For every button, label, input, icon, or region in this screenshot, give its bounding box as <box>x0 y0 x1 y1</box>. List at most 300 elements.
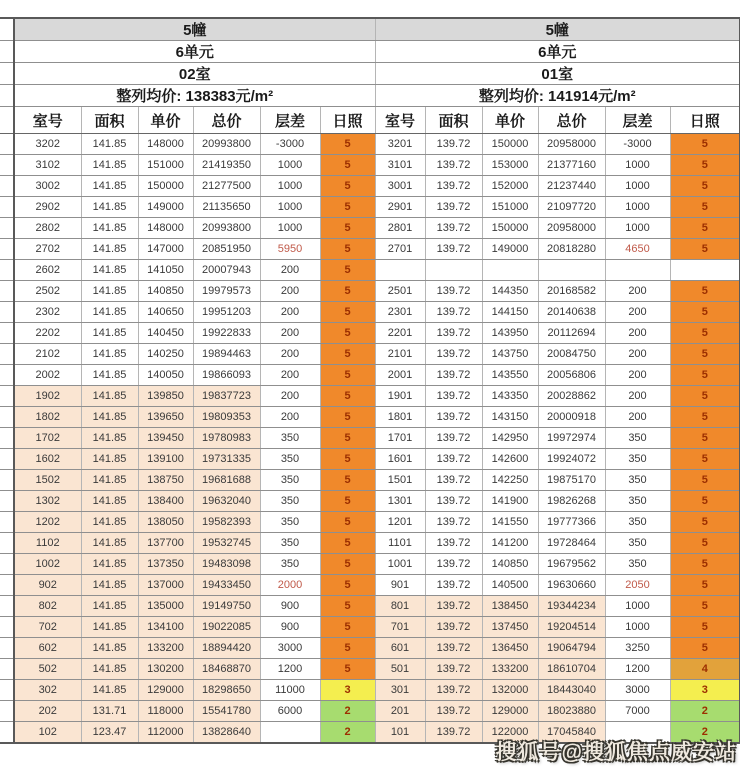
table-row <box>0 260 740 281</box>
left-cell-area: 141.85 <box>81 575 138 596</box>
right-cell-sunshine <box>670 260 740 281</box>
left-cell-sunshine: 5 <box>320 344 375 365</box>
right-cell-area: 139.72 <box>425 575 482 596</box>
left-cell-total-price: 19922833 <box>193 323 260 344</box>
left-cell-total-price: 19837723 <box>193 386 260 407</box>
right-col-header-total-price: 总价 <box>538 107 605 134</box>
left-edge-cell <box>0 659 14 680</box>
table-row <box>0 407 740 428</box>
table-row <box>0 155 740 176</box>
right-unit-header: 6单元 <box>375 41 740 63</box>
right-cell-floor-diff: 1000 <box>605 218 670 239</box>
right-cell-sunshine: 5 <box>670 428 740 449</box>
left-cell-floor-diff: 350 <box>260 428 320 449</box>
left-cell-area: 141.85 <box>81 344 138 365</box>
left-cell-unit-price: 118000 <box>138 701 193 722</box>
right-cell-room: 1901 <box>375 386 425 407</box>
left-cell-room: 2302 <box>14 302 81 323</box>
left-cell-unit-price: 138050 <box>138 512 193 533</box>
left-cell-unit-price: 139450 <box>138 428 193 449</box>
left-cell-unit-price: 150000 <box>138 176 193 197</box>
right-cell-total-price <box>538 260 605 281</box>
right-cell-floor-diff: 350 <box>605 449 670 470</box>
left-edge-cell <box>0 596 14 617</box>
right-cell-floor-diff: 350 <box>605 533 670 554</box>
left-edge-cell <box>0 491 14 512</box>
left-cell-unit-price: 141050 <box>138 260 193 281</box>
left-edge-cell <box>0 197 14 218</box>
right-cell-room: 1701 <box>375 428 425 449</box>
left-cell-unit-price: 129000 <box>138 680 193 701</box>
left-cell-total-price: 20851950 <box>193 239 260 260</box>
right-cell-room: 3001 <box>375 176 425 197</box>
right-cell-room: 3201 <box>375 134 425 155</box>
right-cell-room: 1101 <box>375 533 425 554</box>
left-cell-room: 1002 <box>14 554 81 575</box>
right-cell-room: 2001 <box>375 365 425 386</box>
right-cell-room: 2801 <box>375 218 425 239</box>
right-cell-area: 139.72 <box>425 281 482 302</box>
right-cell-total-price: 19777366 <box>538 512 605 533</box>
right-cell-room: 2101 <box>375 344 425 365</box>
right-cell-total-price: 19972974 <box>538 428 605 449</box>
left-cell-total-price: 19951203 <box>193 302 260 323</box>
left-cell-total-price: 20993800 <box>193 134 260 155</box>
right-cell-total-price: 18023880 <box>538 701 605 722</box>
right-cell-unit-price <box>482 260 538 281</box>
left-edge-cell <box>0 176 14 197</box>
left-cell-floor-diff: 900 <box>260 617 320 638</box>
left-cell-sunshine: 5 <box>320 617 375 638</box>
right-cell-unit-price: 140500 <box>482 575 538 596</box>
left-cell-floor-diff: 6000 <box>260 701 320 722</box>
right-cell-unit-price: 152000 <box>482 176 538 197</box>
right-cell-total-price: 20958000 <box>538 218 605 239</box>
right-cell-area: 139.72 <box>425 722 482 743</box>
left-cell-area: 141.85 <box>81 239 138 260</box>
left-edge-cell <box>0 680 14 701</box>
right-building-header: 5幢 <box>375 18 740 41</box>
right-cell-sunshine: 5 <box>670 281 740 302</box>
right-cell-floor-diff: 350 <box>605 428 670 449</box>
right-cell-sunshine: 2 <box>670 701 740 722</box>
right-cell-sunshine: 5 <box>670 386 740 407</box>
right-cell-sunshine: 3 <box>670 680 740 701</box>
right-cell-floor-diff: 3250 <box>605 638 670 659</box>
right-cell-floor-diff: -3000 <box>605 134 670 155</box>
left-cell-room: 3102 <box>14 155 81 176</box>
right-cell-unit-price: 150000 <box>482 218 538 239</box>
table-row <box>0 533 740 554</box>
left-cell-area: 141.85 <box>81 134 138 155</box>
right-cell-sunshine: 5 <box>670 638 740 659</box>
left-cell-unit-price: 140250 <box>138 344 193 365</box>
left-cell-area: 141.85 <box>81 596 138 617</box>
left-cell-total-price: 19780983 <box>193 428 260 449</box>
left-edge-cell <box>0 85 14 107</box>
left-cell-floor-diff: 3000 <box>260 638 320 659</box>
right-cell-sunshine: 5 <box>670 197 740 218</box>
right-cell-unit-price: 133200 <box>482 659 538 680</box>
left-cell-unit-price: 137000 <box>138 575 193 596</box>
column-header-row <box>0 107 740 134</box>
left-cell-floor-diff: 200 <box>260 344 320 365</box>
right-cell-sunshine: 5 <box>670 617 740 638</box>
left-cell-floor-diff: 1000 <box>260 197 320 218</box>
right-cell-unit-price: 143550 <box>482 365 538 386</box>
table-row <box>0 575 740 596</box>
left-cell-sunshine: 5 <box>320 176 375 197</box>
right-cell-room: 201 <box>375 701 425 722</box>
left-cell-total-price: 19681688 <box>193 470 260 491</box>
right-cell-floor-diff: 200 <box>605 281 670 302</box>
left-edge-cell <box>0 365 14 386</box>
right-cell-room: 101 <box>375 722 425 743</box>
left-edge-cell <box>0 386 14 407</box>
right-cell-total-price: 18610704 <box>538 659 605 680</box>
left-edge-cell <box>0 617 14 638</box>
right-cell-area: 139.72 <box>425 470 482 491</box>
left-cell-floor-diff: 350 <box>260 533 320 554</box>
left-cell-floor-diff: 1000 <box>260 176 320 197</box>
left-cell-area: 141.85 <box>81 491 138 512</box>
right-cell-sunshine: 5 <box>670 323 740 344</box>
table-row <box>0 239 740 260</box>
table-row <box>0 134 740 155</box>
left-cell-total-price: 19149750 <box>193 596 260 617</box>
right-cell-total-price: 19064794 <box>538 638 605 659</box>
right-cell-total-price: 20112694 <box>538 323 605 344</box>
right-cell-floor-diff: 200 <box>605 302 670 323</box>
left-edge-cell <box>0 218 14 239</box>
left-cell-sunshine: 5 <box>320 638 375 659</box>
right-cell-unit-price: 141200 <box>482 533 538 554</box>
left-cell-room: 1302 <box>14 491 81 512</box>
left-cell-sunshine: 5 <box>320 470 375 491</box>
left-cell-area: 141.85 <box>81 197 138 218</box>
left-cell-total-price: 20993800 <box>193 218 260 239</box>
right-cell-floor-diff: 350 <box>605 512 670 533</box>
left-cell-sunshine: 5 <box>320 197 375 218</box>
table-row <box>0 701 740 722</box>
left-cell-sunshine: 5 <box>320 449 375 470</box>
left-edge-cell <box>0 554 14 575</box>
left-cell-unit-price: 137700 <box>138 533 193 554</box>
left-cell-unit-price: 138750 <box>138 470 193 491</box>
right-cell-sunshine: 5 <box>670 533 740 554</box>
right-cell-floor-diff: 200 <box>605 323 670 344</box>
left-cell-room: 1802 <box>14 407 81 428</box>
right-cell-area: 139.72 <box>425 701 482 722</box>
right-cell-total-price: 20818280 <box>538 239 605 260</box>
right-cell-sunshine: 5 <box>670 554 740 575</box>
left-cell-sunshine: 5 <box>320 533 375 554</box>
left-col-header-area: 面积 <box>81 107 138 134</box>
left-cell-room: 2602 <box>14 260 81 281</box>
right-cell-total-price: 19204514 <box>538 617 605 638</box>
left-cell-area: 141.85 <box>81 218 138 239</box>
right-cell-room: 1601 <box>375 449 425 470</box>
left-room-header: 02室 <box>14 63 375 85</box>
left-cell-area: 141.85 <box>81 659 138 680</box>
right-cell-total-price: 20168582 <box>538 281 605 302</box>
right-cell-total-price: 19630660 <box>538 575 605 596</box>
left-cell-room: 902 <box>14 575 81 596</box>
left-cell-unit-price: 135000 <box>138 596 193 617</box>
table-row <box>0 680 740 701</box>
left-cell-total-price: 19866093 <box>193 365 260 386</box>
left-cell-total-price: 19483098 <box>193 554 260 575</box>
left-cell-unit-price: 134100 <box>138 617 193 638</box>
right-cell-room: 501 <box>375 659 425 680</box>
left-edge-cell <box>0 239 14 260</box>
table-row <box>0 176 740 197</box>
left-cell-room: 1102 <box>14 533 81 554</box>
right-col-header-room: 室号 <box>375 107 425 134</box>
left-cell-floor-diff <box>260 722 320 743</box>
left-cell-floor-diff: 350 <box>260 554 320 575</box>
left-cell-sunshine: 5 <box>320 554 375 575</box>
left-cell-sunshine: 2 <box>320 722 375 743</box>
table-row <box>0 470 740 491</box>
left-cell-unit-price: 139650 <box>138 407 193 428</box>
left-cell-sunshine: 5 <box>320 512 375 533</box>
right-cell-floor-diff: 200 <box>605 365 670 386</box>
right-cell-area: 139.72 <box>425 323 482 344</box>
left-cell-floor-diff: 350 <box>260 512 320 533</box>
left-cell-total-price: 19632040 <box>193 491 260 512</box>
left-edge-cell <box>0 63 14 85</box>
left-cell-area: 141.85 <box>81 638 138 659</box>
right-cell-room: 2301 <box>375 302 425 323</box>
left-cell-room: 2802 <box>14 218 81 239</box>
left-cell-total-price: 21277500 <box>193 176 260 197</box>
right-cell-total-price: 21377160 <box>538 155 605 176</box>
right-cell-floor-diff: 200 <box>605 386 670 407</box>
right-cell-unit-price: 149000 <box>482 239 538 260</box>
right-col-header-unit-price: 单价 <box>482 107 538 134</box>
right-cell-sunshine: 5 <box>670 596 740 617</box>
left-cell-floor-diff: 1000 <box>260 218 320 239</box>
left-cell-room: 2502 <box>14 281 81 302</box>
left-cell-unit-price: 148000 <box>138 218 193 239</box>
right-cell-unit-price: 143150 <box>482 407 538 428</box>
left-cell-floor-diff: 11000 <box>260 680 320 701</box>
right-cell-floor-diff: 350 <box>605 554 670 575</box>
left-cell-unit-price: 140450 <box>138 323 193 344</box>
right-cell-area: 139.72 <box>425 155 482 176</box>
right-cell-unit-price: 142250 <box>482 470 538 491</box>
left-edge-cell <box>0 512 14 533</box>
right-cell-total-price: 20958000 <box>538 134 605 155</box>
right-cell-unit-price: 137450 <box>482 617 538 638</box>
left-cell-room: 1702 <box>14 428 81 449</box>
left-cell-unit-price: 112000 <box>138 722 193 743</box>
right-cell-room: 2901 <box>375 197 425 218</box>
right-cell-area: 139.72 <box>425 302 482 323</box>
left-cell-area: 141.85 <box>81 680 138 701</box>
right-cell-area: 139.72 <box>425 680 482 701</box>
right-cell-total-price: 19924072 <box>538 449 605 470</box>
right-cell-room: 1801 <box>375 407 425 428</box>
left-cell-floor-diff: 200 <box>260 407 320 428</box>
left-cell-sunshine: 5 <box>320 428 375 449</box>
table-row <box>0 449 740 470</box>
right-cell-sunshine: 5 <box>670 491 740 512</box>
right-cell-total-price: 19875170 <box>538 470 605 491</box>
left-cell-area: 141.85 <box>81 365 138 386</box>
right-cell-total-price: 19679562 <box>538 554 605 575</box>
right-cell-room: 2201 <box>375 323 425 344</box>
left-cell-unit-price: 140650 <box>138 302 193 323</box>
left-cell-room: 2902 <box>14 197 81 218</box>
left-cell-sunshine: 5 <box>320 134 375 155</box>
right-cell-floor-diff: 200 <box>605 344 670 365</box>
left-cell-room: 2102 <box>14 344 81 365</box>
left-edge-cell <box>0 18 14 41</box>
left-cell-unit-price: 140050 <box>138 365 193 386</box>
left-edge-cell <box>0 344 14 365</box>
left-cell-total-price: 19022085 <box>193 617 260 638</box>
right-cell-area: 139.72 <box>425 407 482 428</box>
right-cell-unit-price: 132000 <box>482 680 538 701</box>
unit-row <box>0 41 740 63</box>
table-row <box>0 344 740 365</box>
right-cell-total-price: 20028862 <box>538 386 605 407</box>
right-cell-sunshine: 5 <box>670 344 740 365</box>
left-cell-total-price: 15541780 <box>193 701 260 722</box>
right-cell-unit-price: 141900 <box>482 491 538 512</box>
right-cell-room: 2501 <box>375 281 425 302</box>
left-cell-room: 1502 <box>14 470 81 491</box>
right-cell-floor-diff: 4650 <box>605 239 670 260</box>
left-cell-room: 602 <box>14 638 81 659</box>
left-cell-unit-price: 138400 <box>138 491 193 512</box>
right-cell-unit-price: 153000 <box>482 155 538 176</box>
left-edge-cell <box>0 155 14 176</box>
right-cell-floor-diff: 1200 <box>605 659 670 680</box>
right-cell-total-price: 17045840 <box>538 722 605 743</box>
left-cell-area: 141.85 <box>81 386 138 407</box>
left-col-header-unit-price: 单价 <box>138 107 193 134</box>
table-row <box>0 197 740 218</box>
right-cell-floor-diff: 350 <box>605 491 670 512</box>
table-row <box>0 554 740 575</box>
left-cell-floor-diff: 350 <box>260 449 320 470</box>
right-cell-floor-diff: 2050 <box>605 575 670 596</box>
right-cell-room: 2701 <box>375 239 425 260</box>
right-cell-area: 139.72 <box>425 638 482 659</box>
right-cell-room: 901 <box>375 575 425 596</box>
left-cell-floor-diff: 350 <box>260 491 320 512</box>
left-cell-room: 702 <box>14 617 81 638</box>
left-cell-room: 1602 <box>14 449 81 470</box>
left-cell-sunshine: 5 <box>320 323 375 344</box>
right-cell-area: 139.72 <box>425 386 482 407</box>
left-cell-unit-price: 137350 <box>138 554 193 575</box>
right-cell-sunshine: 5 <box>670 449 740 470</box>
left-cell-total-price: 19532745 <box>193 533 260 554</box>
right-cell-total-price: 19728464 <box>538 533 605 554</box>
table-row <box>0 365 740 386</box>
left-cell-area: 141.85 <box>81 260 138 281</box>
left-cell-area: 123.47 <box>81 722 138 743</box>
left-cell-area: 141.85 <box>81 470 138 491</box>
left-cell-sunshine: 5 <box>320 302 375 323</box>
left-cell-unit-price: 147000 <box>138 239 193 260</box>
right-cell-floor-diff: 1000 <box>605 176 670 197</box>
left-cell-total-price: 18468870 <box>193 659 260 680</box>
right-cell-unit-price: 143950 <box>482 323 538 344</box>
left-cell-floor-diff: 900 <box>260 596 320 617</box>
right-cell-floor-diff: 200 <box>605 407 670 428</box>
left-edge-cell <box>0 260 14 281</box>
left-col-header-total-price: 总价 <box>193 107 260 134</box>
right-cell-total-price: 21237440 <box>538 176 605 197</box>
left-cell-sunshine: 5 <box>320 239 375 260</box>
left-cell-sunshine: 5 <box>320 281 375 302</box>
right-cell-unit-price: 144150 <box>482 302 538 323</box>
right-cell-unit-price: 141550 <box>482 512 538 533</box>
right-cell-unit-price: 150000 <box>482 134 538 155</box>
left-cell-room: 502 <box>14 659 81 680</box>
right-cell-sunshine: 5 <box>670 155 740 176</box>
left-cell-area: 141.85 <box>81 617 138 638</box>
left-cell-sunshine: 5 <box>320 155 375 176</box>
left-cell-area: 141.85 <box>81 281 138 302</box>
right-cell-room: 1301 <box>375 491 425 512</box>
right-cell-area: 139.72 <box>425 134 482 155</box>
right-cell-room: 1201 <box>375 512 425 533</box>
right-col-header-area: 面积 <box>425 107 482 134</box>
right-cell-area: 139.72 <box>425 554 482 575</box>
left-cell-unit-price: 149000 <box>138 197 193 218</box>
left-cell-area: 141.85 <box>81 407 138 428</box>
right-cell-area: 139.72 <box>425 197 482 218</box>
left-cell-unit-price: 148000 <box>138 134 193 155</box>
right-cell-sunshine: 5 <box>670 365 740 386</box>
right-cell-area: 139.72 <box>425 617 482 638</box>
right-cell-area: 139.72 <box>425 659 482 680</box>
right-cell-sunshine: 5 <box>670 176 740 197</box>
left-cell-total-price: 19809353 <box>193 407 260 428</box>
right-cell-area: 139.72 <box>425 239 482 260</box>
right-cell-total-price: 20084750 <box>538 344 605 365</box>
left-cell-total-price: 18894420 <box>193 638 260 659</box>
right-cell-total-price: 19344234 <box>538 596 605 617</box>
right-cell-sunshine: 5 <box>670 218 740 239</box>
right-cell-total-price: 20140638 <box>538 302 605 323</box>
right-cell-unit-price: 138450 <box>482 596 538 617</box>
right-cell-room: 301 <box>375 680 425 701</box>
left-edge-cell <box>0 428 14 449</box>
right-cell-area: 139.72 <box>425 218 482 239</box>
right-cell-unit-price: 129000 <box>482 701 538 722</box>
right-cell-area: 139.72 <box>425 533 482 554</box>
left-cell-floor-diff: -3000 <box>260 134 320 155</box>
left-cell-total-price: 13828640 <box>193 722 260 743</box>
right-cell-total-price: 18443040 <box>538 680 605 701</box>
left-cell-unit-price: 140850 <box>138 281 193 302</box>
table-row <box>0 512 740 533</box>
left-cell-floor-diff: 200 <box>260 260 320 281</box>
left-cell-room: 3202 <box>14 134 81 155</box>
right-cell-unit-price: 151000 <box>482 197 538 218</box>
left-cell-floor-diff: 200 <box>260 386 320 407</box>
left-edge-cell <box>0 41 14 63</box>
left-cell-total-price: 19894463 <box>193 344 260 365</box>
left-cell-area: 131.71 <box>81 701 138 722</box>
